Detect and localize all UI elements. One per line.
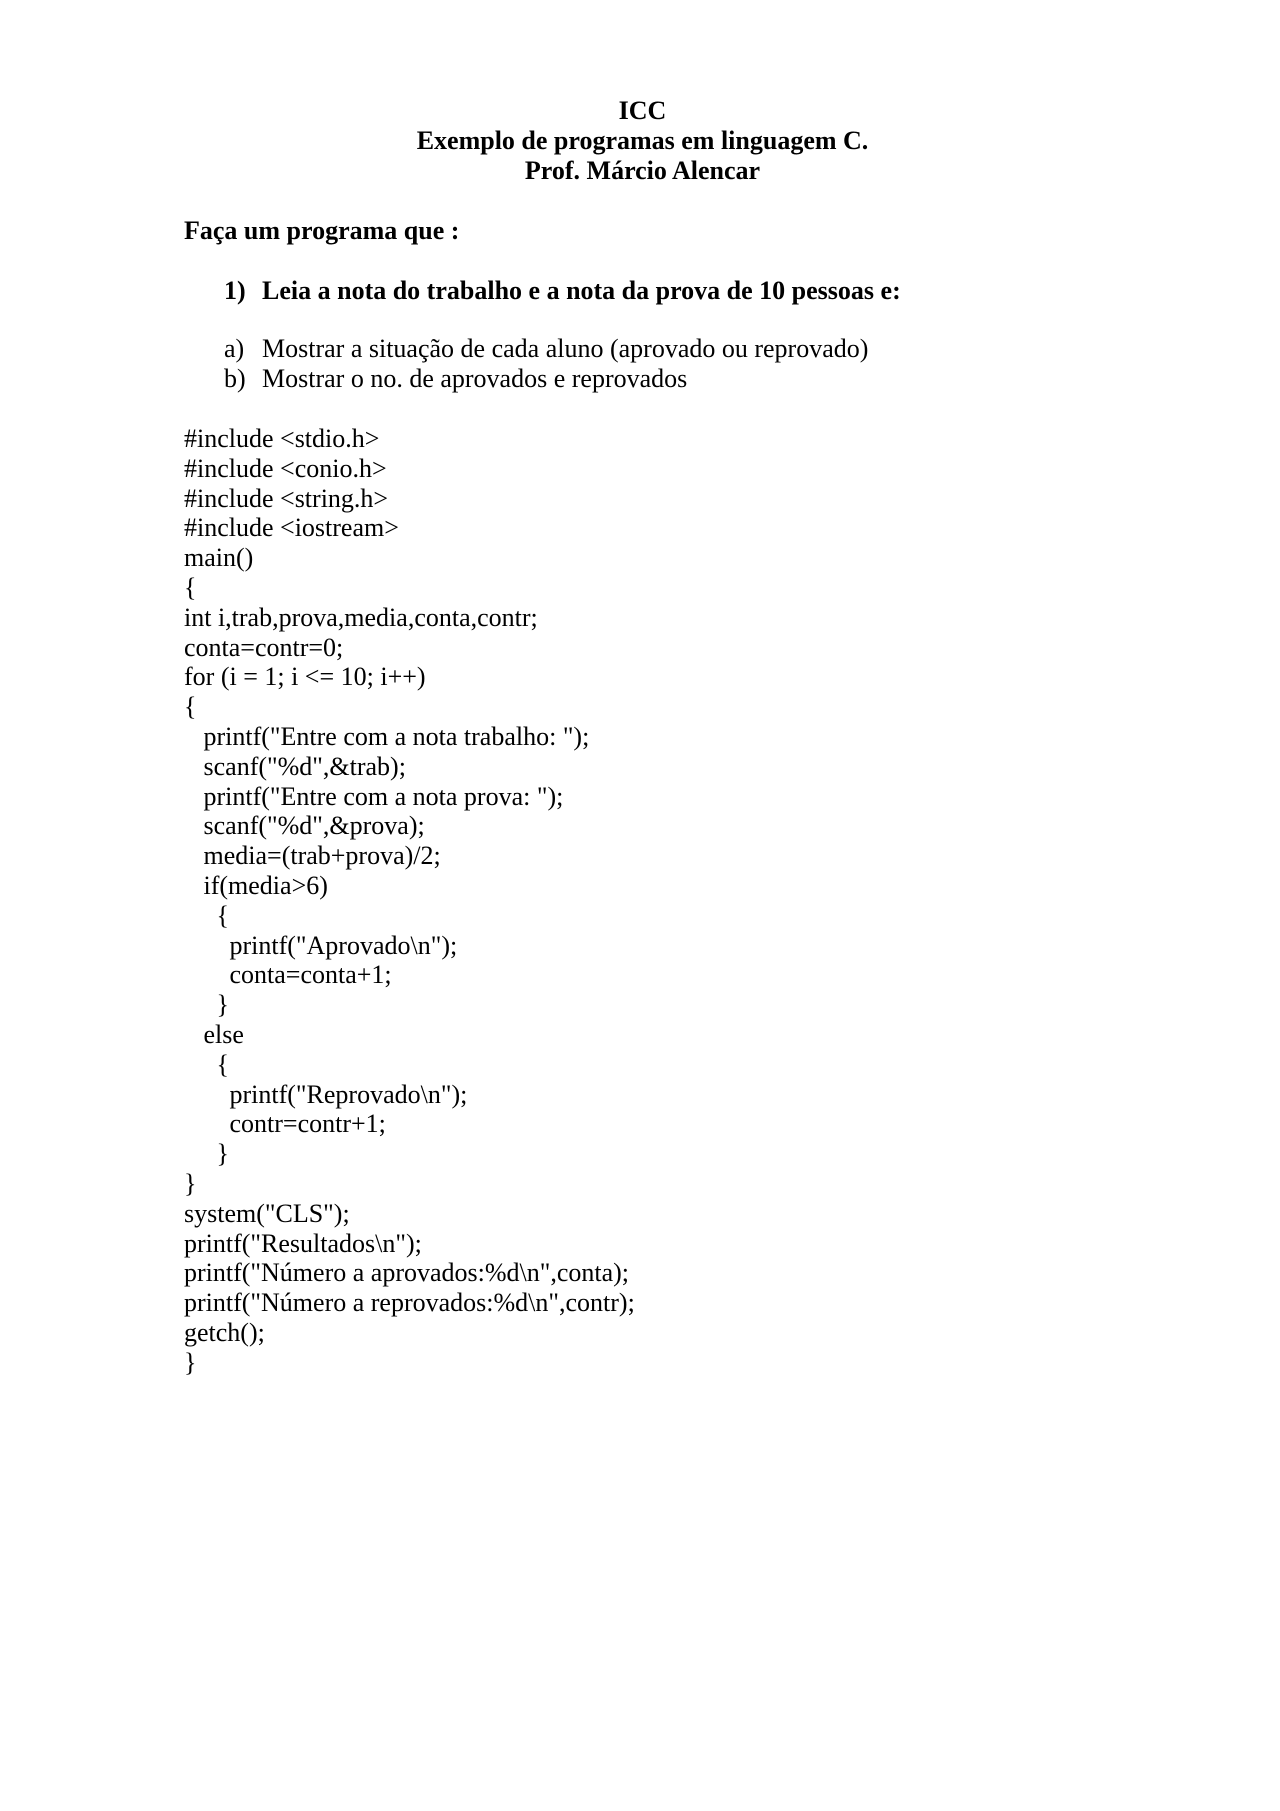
code-line: conta=contr=0; xyxy=(184,632,344,662)
document-subtitle: Exemplo de programas em linguagem C. xyxy=(416,126,869,155)
code-line: printf("Resultados\n"); xyxy=(184,1228,422,1258)
code-line: } xyxy=(184,990,229,1020)
code-line: scanf("%d",&trab); xyxy=(184,751,406,781)
code-line: media=(trab+prova)/2; xyxy=(184,841,441,871)
code-line: getch(); xyxy=(184,1317,265,1347)
code-line: printf("Número a reprovados:%d\n",contr); xyxy=(184,1288,635,1318)
code-line: #include <stdio.h> xyxy=(184,424,380,453)
code-line: { xyxy=(184,1049,229,1079)
course-title: ICC xyxy=(618,96,667,125)
code-line: printf("Reprovado\n"); xyxy=(184,1079,468,1109)
code-listing xyxy=(184,424,635,1378)
code-line: } xyxy=(184,1347,197,1377)
code-line: main() xyxy=(184,543,254,573)
requirement-list xyxy=(224,334,868,394)
code-line: printf("Número a aprovados:%d\n",conta); xyxy=(184,1258,630,1288)
code-line: if(media>6) xyxy=(184,870,328,900)
code-line: printf("Entre com a nota trabalho: "); xyxy=(184,721,590,751)
item-letter: a) xyxy=(224,334,245,363)
code-line: printf("Aprovado\n"); xyxy=(184,930,458,960)
item-text: Mostrar a situação de cada aluno (aprovado ou reprovado) xyxy=(262,334,869,363)
code-line: scanf("%d",&prova); xyxy=(184,811,425,841)
code-line: { xyxy=(184,692,197,722)
code-line: #include <string.h> xyxy=(184,483,389,513)
list-item xyxy=(224,364,868,394)
author-name: Prof. Márcio Alencar xyxy=(524,156,761,185)
question-text: Leia a nota do trabalho e a nota da prova de 10 pessoas e: xyxy=(262,276,901,305)
code-line: else xyxy=(184,1019,244,1049)
question-number: 1) xyxy=(224,276,246,305)
code-line: conta=conta+1; xyxy=(184,960,392,990)
item-letter: b) xyxy=(224,364,246,393)
code-line: int i,trab,prova,media,conta,contr; xyxy=(184,602,538,632)
code-line: { xyxy=(184,572,197,602)
document-header xyxy=(0,96,1280,186)
code-line: for (i = 1; i <= 10; i++) xyxy=(184,662,426,692)
code-line: printf("Entre com a nota prova: "); xyxy=(184,781,564,811)
item-text: Mostrar o no. de aprovados e reprovados xyxy=(262,364,688,393)
list-item xyxy=(224,334,868,364)
code-line: system("CLS"); xyxy=(184,1198,350,1228)
code-line: #include <conio.h> xyxy=(184,453,387,483)
code-line: } xyxy=(184,1139,229,1169)
code-line: { xyxy=(184,900,229,930)
code-line: } xyxy=(184,1168,197,1198)
exercise-question xyxy=(224,276,901,306)
code-line: #include <iostream> xyxy=(184,513,399,543)
exercise-intro: Faça um programa que : xyxy=(184,216,460,245)
code-line: contr=contr+1; xyxy=(184,1109,386,1139)
